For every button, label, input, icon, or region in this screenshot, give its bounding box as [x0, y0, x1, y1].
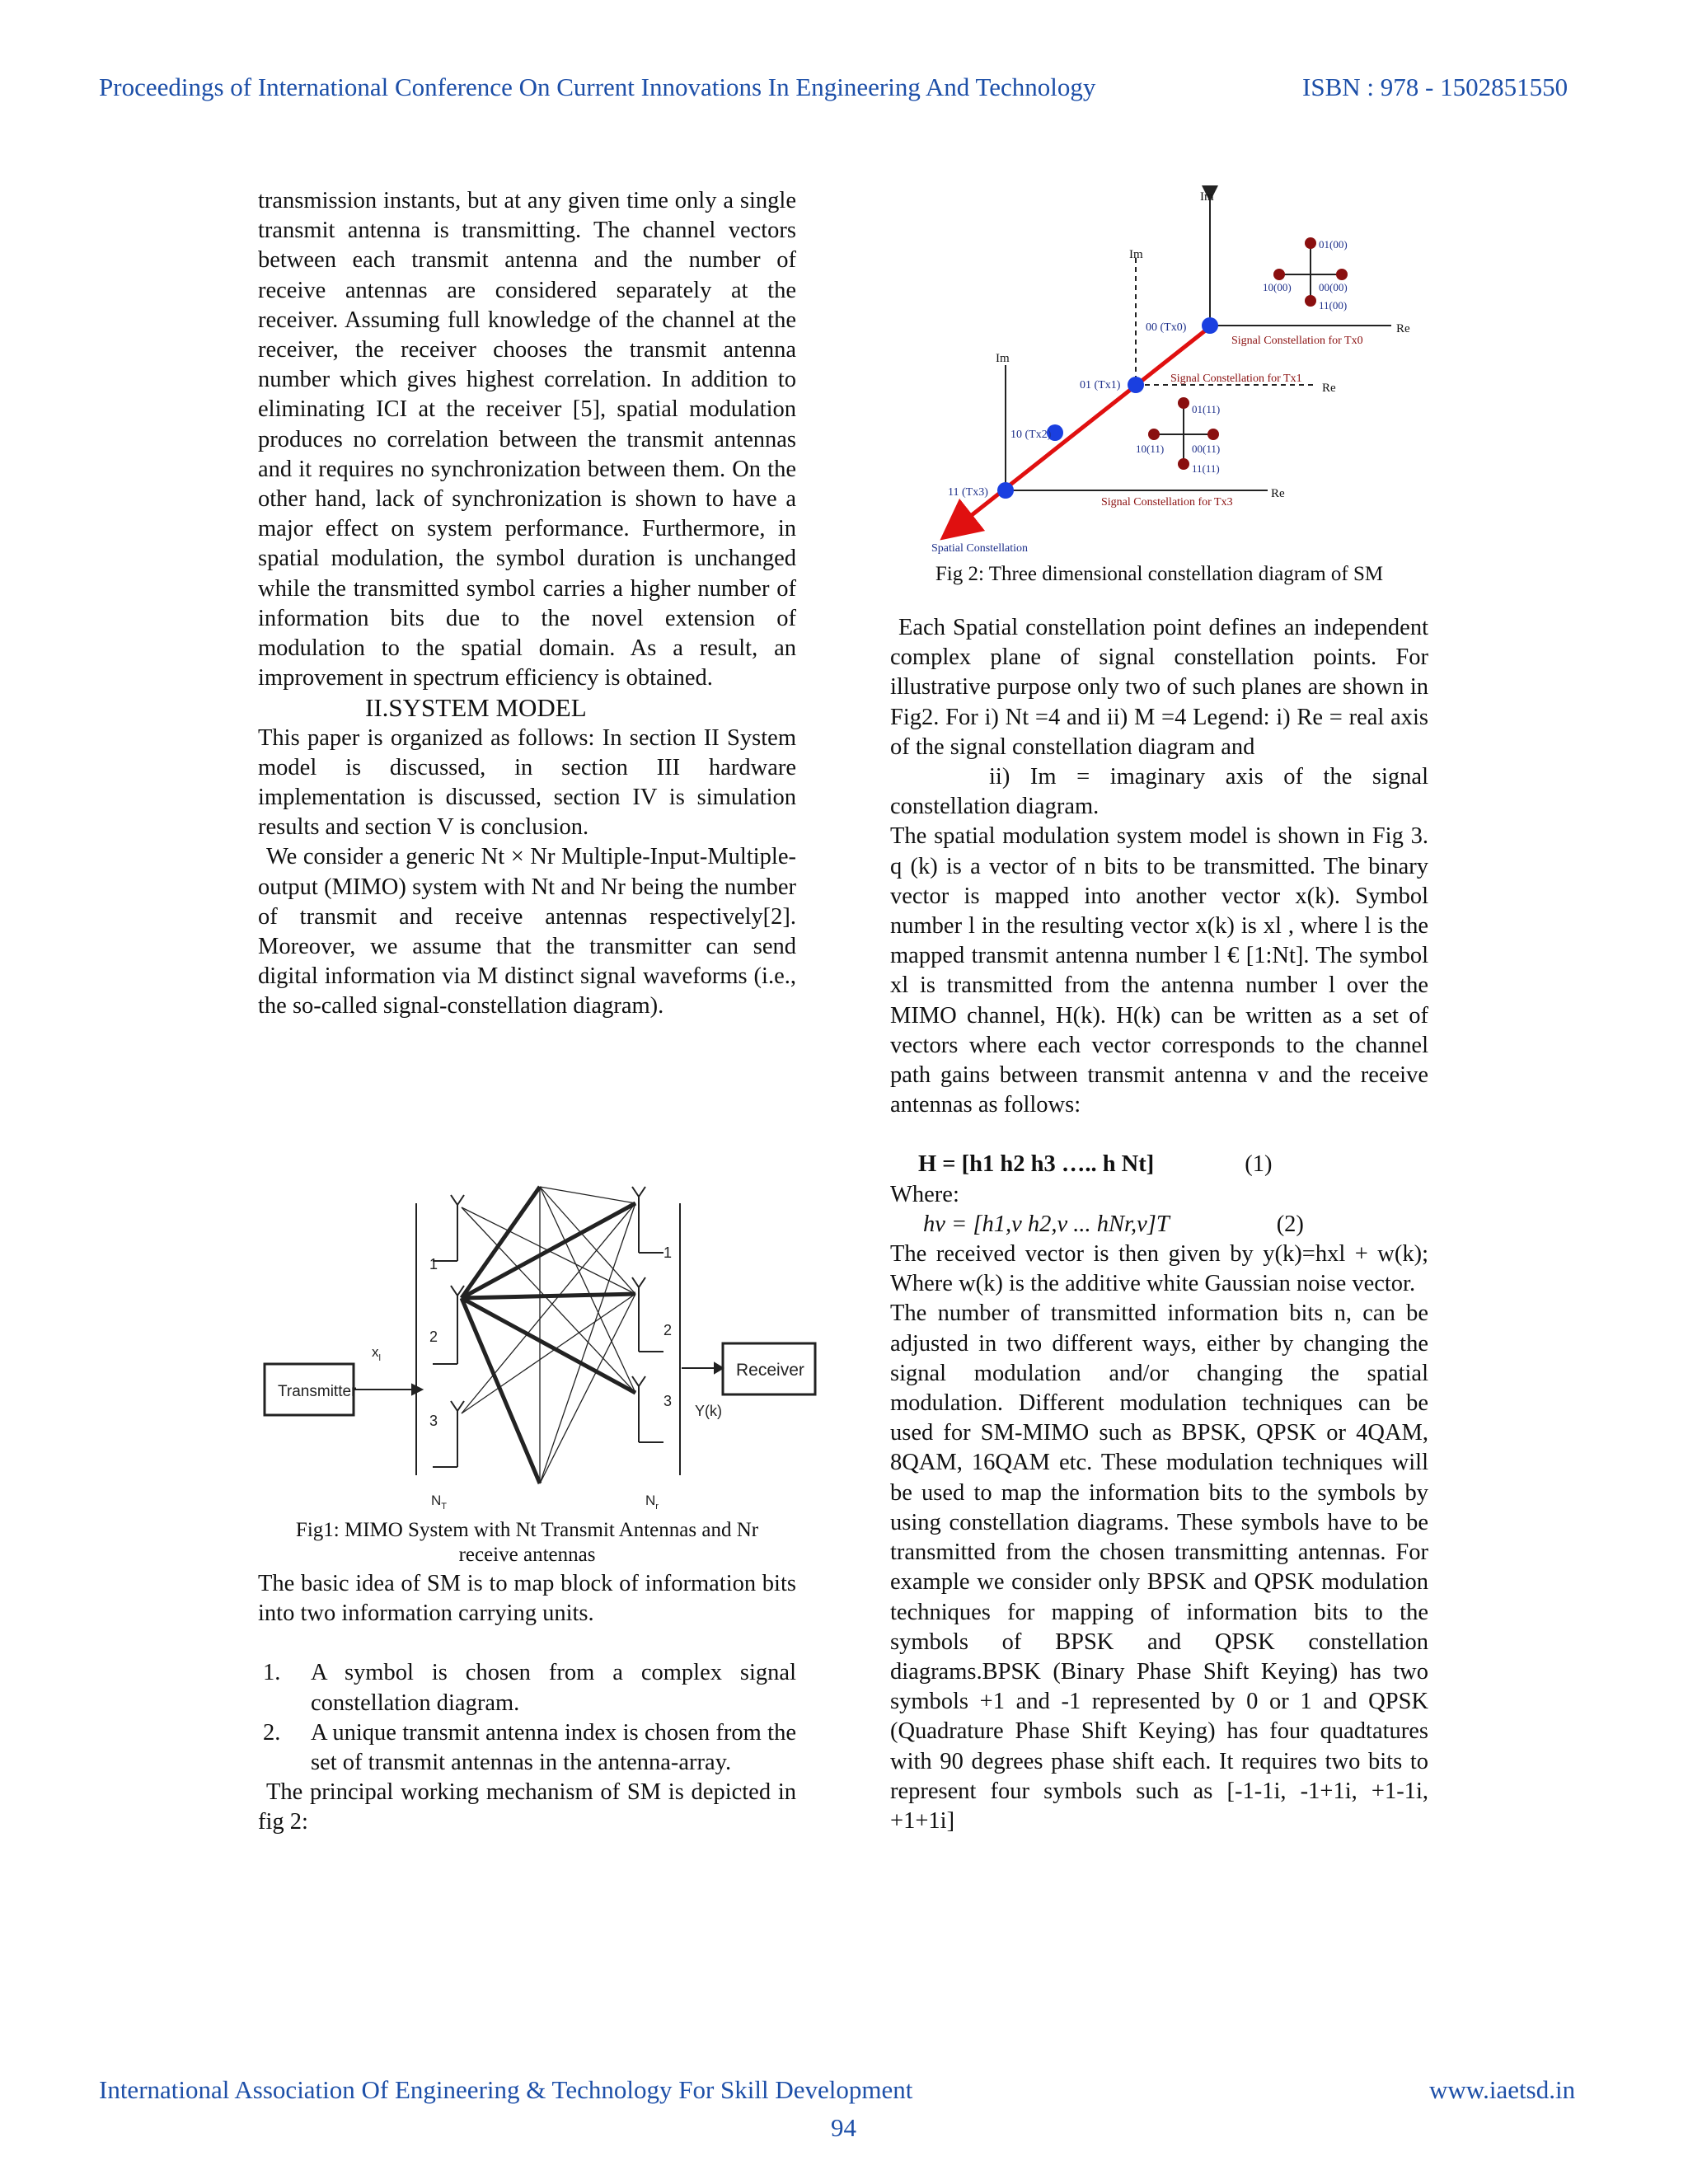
- re-label-tx0: Re: [1396, 322, 1410, 335]
- rx-num-1: 1: [663, 1244, 673, 1261]
- sc-tx3-label: Signal Constellation for Tx3: [1101, 496, 1233, 509]
- fig2-caption: Fig 2: Three dimensional constellation diagram of SM: [935, 563, 1384, 585]
- footer-website: www.iaetsd.in: [1429, 2075, 1576, 2104]
- rx-antenna-2: [632, 1277, 663, 1352]
- yk-label: Y(k): [695, 1403, 722, 1419]
- sc-tx1-label: Signal Constellation for Tx1: [1170, 373, 1302, 385]
- list-number: 1.: [263, 1660, 281, 1686]
- spatial-point-tx0: [1202, 317, 1218, 334]
- page-number: 94: [831, 2113, 856, 2142]
- constellation-figure: [923, 185, 1418, 556]
- spatial-point-tx1: [1128, 377, 1144, 393]
- equation-2-number: (2): [1276, 1211, 1304, 1237]
- im-label-tx3: Im: [996, 352, 1010, 365]
- equation-1-number: (1): [1245, 1151, 1273, 1178]
- pt-10-00: 10(00): [1263, 281, 1292, 293]
- footer-association: International Association Of Engineering & Technology For Skill Development: [99, 2075, 913, 2104]
- nr-label: $N_r$: [645, 1493, 659, 1511]
- tx1-label: 01 (Tx1): [1080, 379, 1121, 391]
- fig1-caption-line1: Fig1: MIMO System with Nt Transmit Antennas and Nr: [295, 1519, 759, 1541]
- tx-antenna-1: [433, 1195, 464, 1261]
- xl-label: $x_l$: [372, 1344, 381, 1363]
- pt-11-00: 11(00): [1319, 299, 1348, 312]
- tx-num-3: 3: [429, 1413, 438, 1429]
- re-label-tx3: Re: [1271, 487, 1285, 500]
- equation-1-body: H = [h1 h2 h3 ….. h Nt]: [918, 1151, 1155, 1178]
- tx2-label: 10 (Tx2): [1010, 429, 1052, 441]
- im-label-tx0: Im: [1200, 190, 1214, 204]
- receiver-label: Receiver: [736, 1361, 804, 1380]
- tx3-label: 11 (Tx3): [948, 486, 988, 499]
- paragraph-organization: This paper is organized as follows: In section II System model is discussed, in section III hardware implementation is discussed, section IV is simulation results and section V is conclusion.: [258, 724, 796, 841]
- rx-num-3: 3: [663, 1393, 673, 1409]
- pt-00-11: 00(11): [1192, 443, 1221, 455]
- list-number: 2.: [263, 1719, 281, 1746]
- equation-2: [890, 1210, 1428, 1240]
- equation-1: [890, 1150, 1428, 1179]
- section-heading: II.SYSTEM MODEL: [365, 693, 587, 723]
- paragraph-received-vector: The received vector is then given by y(k)=hxl + w(k); Where w(k) is the additive white Gaussian noise vector.: [890, 1241, 1428, 1297]
- header-isbn: ISBN : 978 - 1502851550: [1302, 73, 1568, 101]
- left-column: [258, 186, 796, 1022]
- paragraph-intro: transmission instants, but at any given time only a single transmit antenna is transmitting. The channel vectors between each transmit antenna and the number of receive antennas are considered separately at the receiver. Assuming full knowledge of the channel at the receiver, the receiver chooses the transmit antenna number which gives highest correlation. In addition to eliminating ICI at the receiver [5], spatial modulation produces no correlation between the transmit antennas and it requires no synchronization between them. On the other hand, lack of synchronization is shown to have a major effect on system performance. Furthermore, in spatial modulation, the symbol duration is unchanged while the transmitted symbol carries a higher number of information bits due to the novel extension of modulation to the spatial domain. As a result, an improvement in spectrum efficiency is obtained.: [258, 188, 796, 691]
- pt-11-11: 11(11): [1192, 462, 1220, 475]
- list-item: [258, 1658, 796, 1718]
- rx-antenna-3: [632, 1376, 663, 1442]
- spatial-constellation-label: Spatial Constellation: [931, 542, 1029, 555]
- spatial-point-tx3: [997, 482, 1014, 499]
- rx-antenna-1: [632, 1187, 663, 1253]
- paragraph-principal: The principal working mechanism of SM is depicted in fig 2:: [258, 1779, 796, 1835]
- list-item: [258, 1718, 796, 1778]
- mimo-system-figure: [260, 1187, 804, 1516]
- paragraph-mimo: We consider a generic Nt × Nr Multiple-Input-Multiple-output (MIMO) system with Nt and Nr being the number of transmit and receive antennas respectively[2]. Moreover, we assume that the transmitter can send digital information via M distinct signal waveforms (i.e., the so-called signal-constellation diagram).: [258, 844, 796, 1019]
- im-label-tx1: Im: [1129, 248, 1143, 261]
- paragraph-legend-im: [890, 762, 1428, 822]
- right-column: [890, 613, 1428, 1836]
- pt-01-11: 01(11): [1192, 403, 1221, 415]
- tx-num-1: 1: [429, 1256, 438, 1272]
- paragraph-basic-idea: The basic idea of SM is to map block of information bits into two information carrying units.: [258, 1571, 796, 1627]
- left-column-bottom: [258, 1569, 796, 1838]
- sc-tx0-label: Signal Constellation for Tx0: [1231, 335, 1363, 347]
- pt-01-00: 01(00): [1319, 238, 1348, 251]
- tx0-label: 00 (Tx0): [1146, 321, 1187, 334]
- list-text: A symbol is chosen from a complex signal constellation diagram.: [311, 1660, 796, 1716]
- tx-num-2: 2: [429, 1329, 438, 1345]
- rx-num-2: 2: [663, 1322, 673, 1338]
- pt-10-11: 10(11): [1136, 443, 1165, 455]
- fig1-caption: [258, 1518, 796, 1568]
- legend-im-text: ii) Im = imaginary axis of the signal constellation diagram.: [890, 764, 1428, 820]
- tx-antenna-3: [433, 1401, 464, 1467]
- transmitter-label: Transmitter: [278, 1383, 357, 1400]
- fig1-caption-line2: receive antennas: [458, 1544, 596, 1566]
- pt-00-00: 00(00): [1319, 281, 1348, 293]
- nt-label: $N_T$: [431, 1493, 448, 1511]
- header-title: Proceedings of International Conference On Current Innovations In Engineering And Technology: [99, 73, 1096, 101]
- paragraph-spatial-point: Each Spatial constellation point defines an independent complex plane of signal constellation points. For illustrative purpose only two of such planes are shown in Fig2. For i) Nt =4 and ii) M =4 Legend: i) Re = real axis of the signal constellation diagram and: [890, 615, 1428, 760]
- sm-steps-list: [258, 1658, 796, 1778]
- paragraph-system-model: The spatial modulation system model is shown in Fig 3. q (k) is a vector of n bits to be transmitted. The binary vector is mapped into another vector x(k). Symbol number l in the resulting vector x(k) is xl , where l is the mapped transmit antenna number l € [1:Nt]. The symbol xl is transmitted from the antenna number l over the MIMO channel, H(k). H(k) can be written as a set of vectors where each vector corresponds to the channel path gains between transmit antenna v and the receive antennas as follows:: [890, 823, 1428, 1118]
- where-label: Where:: [890, 1181, 959, 1207]
- list-text: A unique transmit antenna index is chosen from the set of transmit antennas in the antenna-array.: [311, 1719, 796, 1776]
- tx-antenna-2: [433, 1286, 464, 1364]
- equation-2-body: hv = [h1,v h2,v ... hNr,v]T: [923, 1211, 1170, 1237]
- re-label-tx1: Re: [1322, 382, 1336, 395]
- paragraph-modulation: The number of transmitted information bits n, can be adjusted in two different ways, either by changing the signal modulation and/or changing the spatial modulation. Different modulation techniques can be used for SM-MIMO such as BPSK, QPSK or 4QAM, 8QAM, 16QAM etc. These modulation techniques will be used to map the information bits to the symbols by using constellation diagrams. These symbols have to be transmitted from the chosen transmitting antennas. For example we consider only BPSK and QPSK modulation techniques for mapping of information bits to the symbols of BPSK and QPSK constellation diagrams.BPSK (Binary Phase Shift Keying) has two symbols +1 and -1 represented by 0 or 1 and QPSK (Quadrature Phase Shift Keying) has four quadtatures with 90 degrees phase shift each. It requires two bits to represent four symbols such as [-1-1i, -1+1i, +1-1i, +1+1i]: [890, 1301, 1428, 1834]
